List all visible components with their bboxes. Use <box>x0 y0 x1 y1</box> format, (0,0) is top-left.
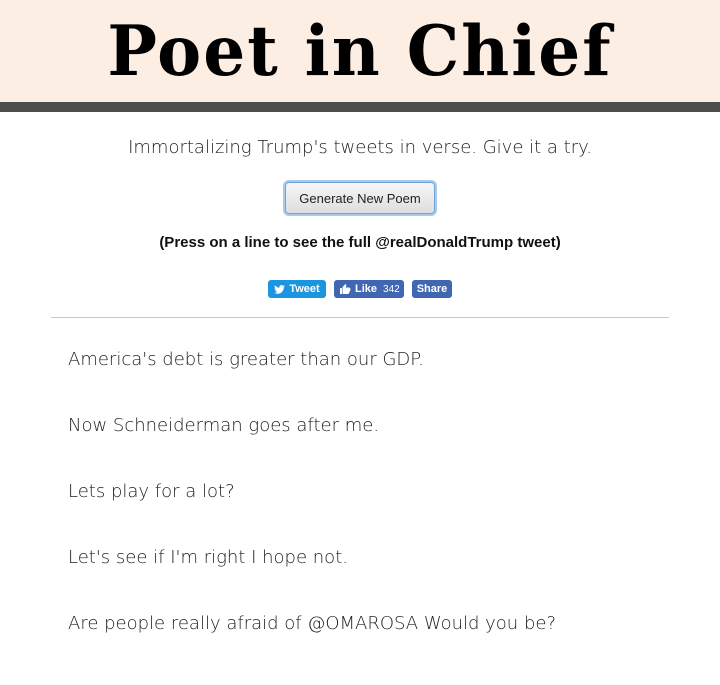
divider <box>51 317 669 318</box>
facebook-share-button[interactable] <box>412 280 452 298</box>
generate-poem-button[interactable]: Generate New Poem <box>285 182 435 214</box>
like-label: Like <box>355 283 378 295</box>
header-bar <box>0 102 720 112</box>
main-content <box>0 112 720 672</box>
tweet-button[interactable] <box>268 280 326 298</box>
site-title: Poet in Chief <box>107 10 613 92</box>
generate-button-wrapper <box>0 182 720 216</box>
poem-line[interactable]: Let's see if I'm right I hope not. <box>68 547 348 568</box>
thumbs-up-icon <box>339 283 351 295</box>
facebook-like-button[interactable] <box>334 280 404 298</box>
tagline: Immortalizing Trump's tweets in verse. Give it a try. <box>128 137 592 158</box>
poem-line[interactable]: America's debt is greater than our GDP. <box>68 349 425 370</box>
social-buttons <box>0 279 720 299</box>
share-label: Share <box>416 283 448 295</box>
like-count: 342 <box>383 283 400 295</box>
site-header <box>0 0 720 102</box>
tweet-label: Tweet <box>289 283 320 295</box>
poem <box>0 342 720 672</box>
poem-line[interactable]: Are people really afraid of @OMAROSA Would you be? <box>68 613 556 634</box>
twitter-bird-icon <box>274 285 285 294</box>
poem-line[interactable]: Lets play for a lot? <box>68 481 235 502</box>
poem-line[interactable]: Now Schneiderman goes after me. <box>68 415 380 436</box>
hint-text: (Press on a line to see the full @realDonaldTrump tweet) <box>159 234 561 251</box>
